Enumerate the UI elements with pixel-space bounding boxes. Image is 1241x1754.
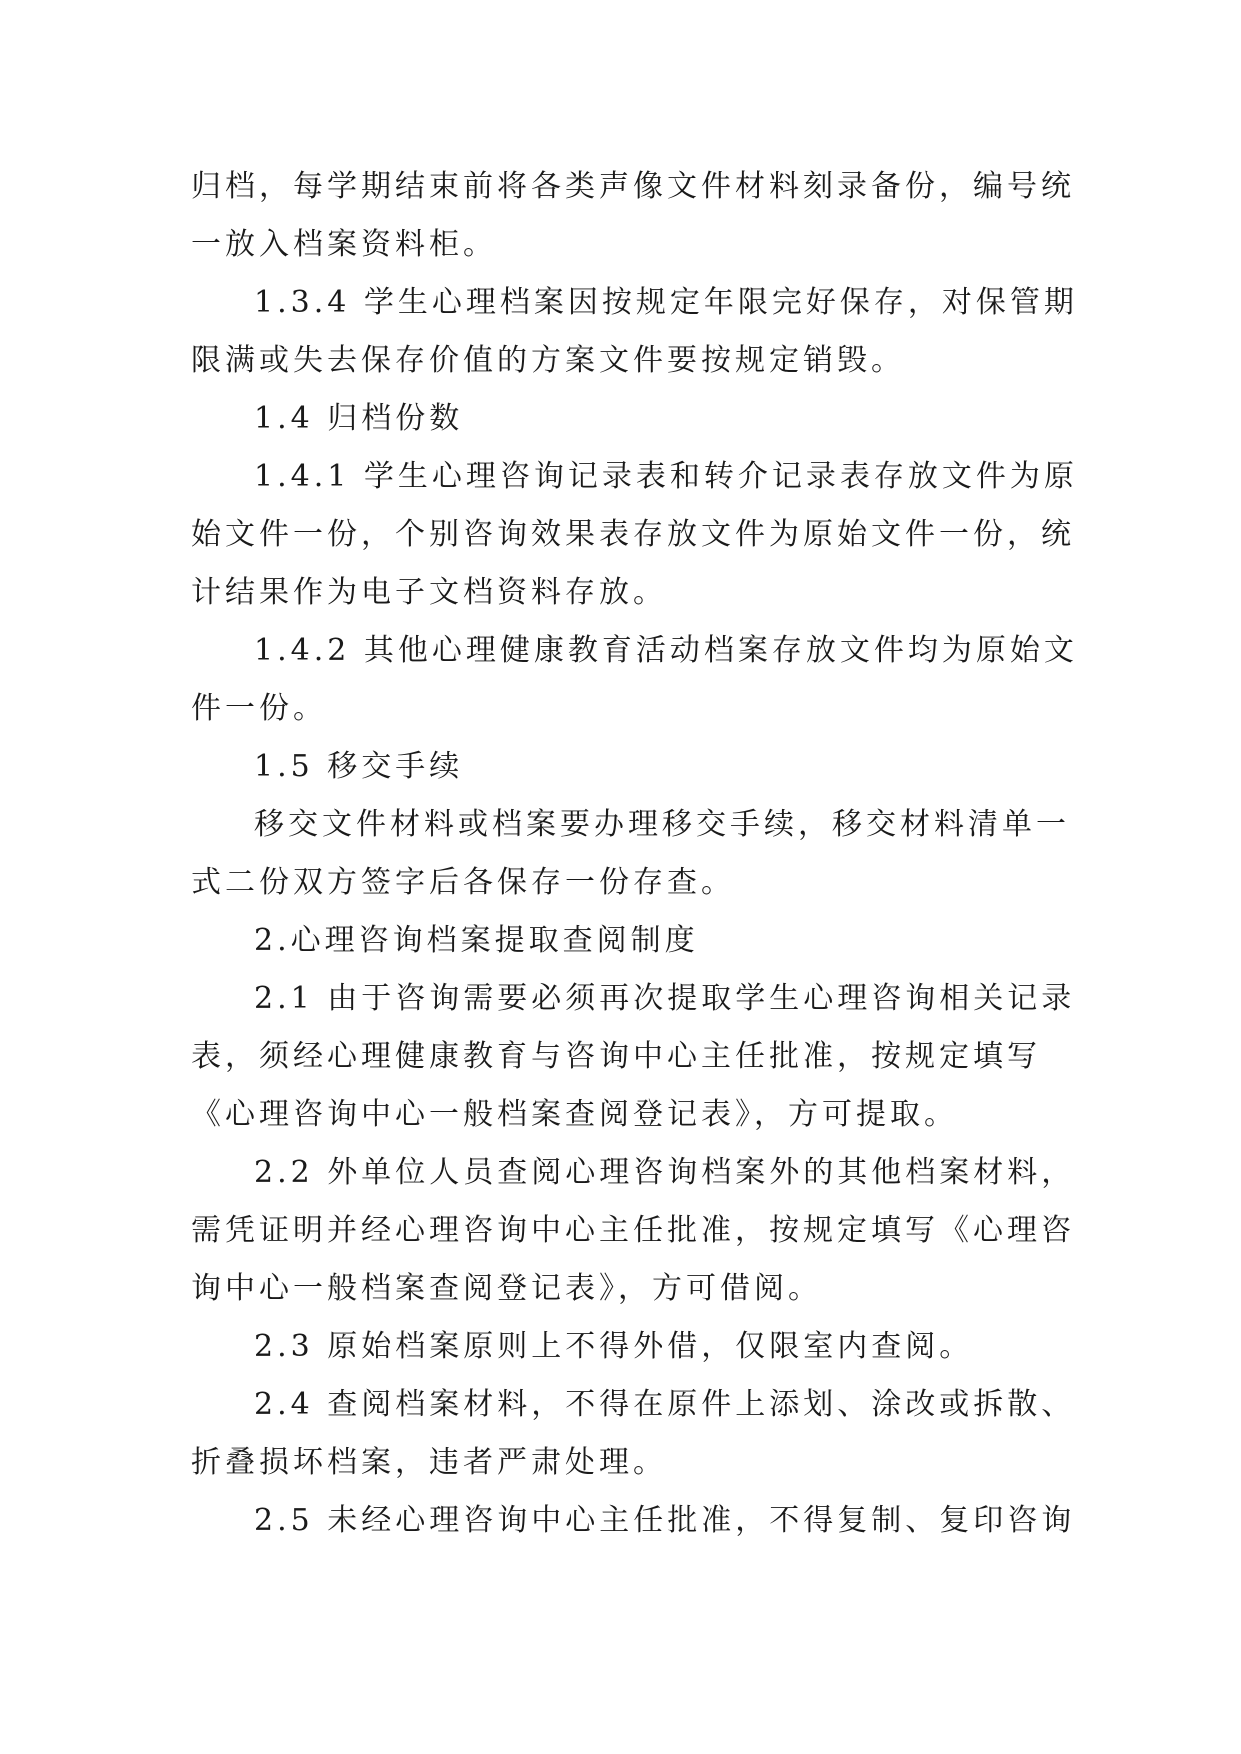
text-line: 2.2 外单位人员查阅心理咨询档案外的其他档案材料， (254, 1155, 1076, 1190)
text-line: 2.4 查阅档案材料，不得在原件上添划、涂改或拆散、 (254, 1387, 1076, 1422)
text-line: 式二份双方签字后各保存一份存查。 (191, 865, 735, 900)
text-line: 1.4.2 其他心理健康教育活动档案存放文件均为原始文 (254, 633, 1078, 668)
text-line: 限满或失去保存价值的方案文件要按规定销毁。 (191, 343, 905, 378)
text-line: 《心理咨询中心一般档案查阅登记表》，方可提取。 (191, 1097, 958, 1132)
text-line: 2.1 由于咨询需要必须再次提取学生心理咨询相关记录 (254, 981, 1076, 1016)
text-line: 2.3 原始档案原则上不得外借，仅限室内查阅。 (254, 1329, 974, 1364)
section-heading: 2.心理咨询档案提取查阅制度 (254, 923, 699, 958)
body-text (191, 158, 1078, 1550)
text-line: 件一份。 (191, 691, 327, 726)
text-line: 需凭证明并经心理咨询中心主任批准，按规定填写《心理咨 (191, 1213, 1075, 1248)
text-line: 移交文件材料或档案要办理移交手续，移交材料清单一 (254, 807, 1070, 842)
section-heading: 1.5 移交手续 (254, 749, 464, 784)
text-line: 询中心一般档案查阅登记表》，方可借阅。 (191, 1271, 822, 1306)
text-line: 1.4.1 学生心理咨询记录表和转介记录表存放文件为原 (254, 459, 1078, 494)
text-line: 表，须经心理健康教育与咨询中心主任批准，按规定填写 (191, 1039, 1041, 1074)
text-line: 始文件一份，个别咨询效果表存放文件为原始文件一份，统 (191, 517, 1075, 552)
text-line: 一放入档案资料柜。 (191, 227, 497, 262)
section-heading: 1.4 归档份数 (254, 401, 464, 436)
text-line: 归档，每学期结束前将各类声像文件材料刻录备份，编号统 (191, 169, 1075, 204)
text-line: 2.5 未经心理咨询中心主任批准，不得复制、复印咨询 (254, 1503, 1076, 1538)
text-line: 折叠损坏档案，违者严肃处理。 (191, 1445, 667, 1480)
text-line: 计结果作为电子文档资料存放。 (191, 575, 667, 610)
text-line: 1.3.4 学生心理档案因按规定年限完好保存，对保管期 (254, 285, 1078, 320)
